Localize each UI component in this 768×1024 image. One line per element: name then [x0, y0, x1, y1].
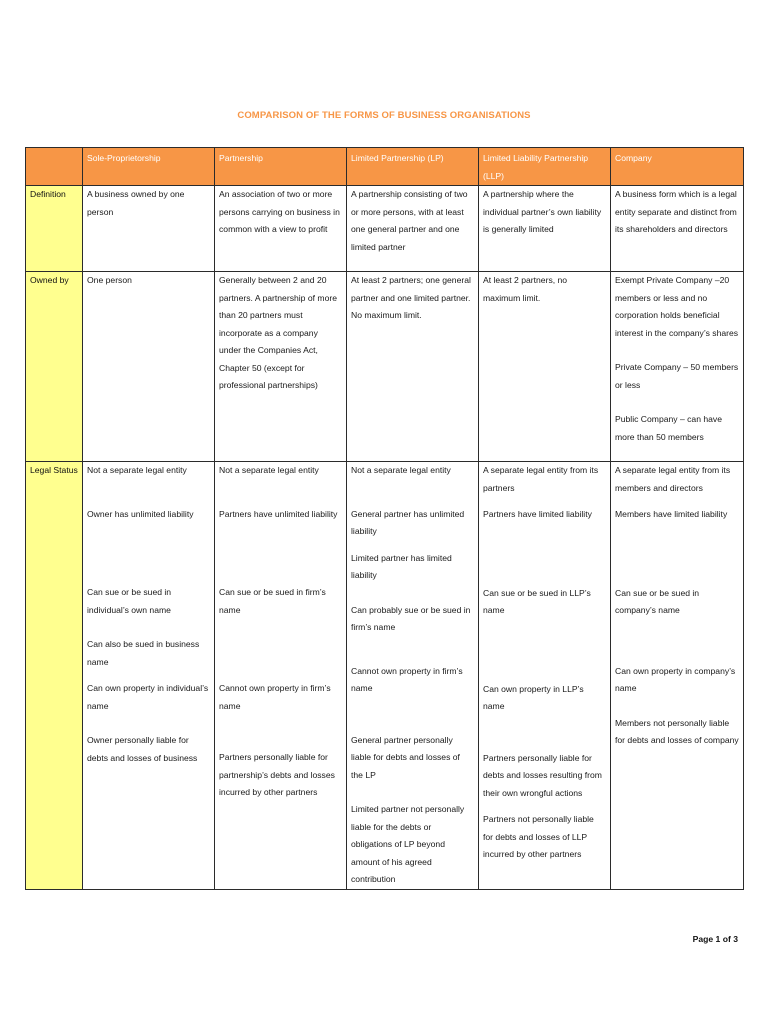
table-cell: A partnership consisting of two or more persons, with at least one general partner and one limited partner: [347, 186, 479, 272]
table-cell: A separate legal entity from its members and directors Members have limited liability Can sue or be sued in company’s name Can own property in company’s name Members not personally liable for debts and losses of company: [611, 462, 744, 890]
table-cell: Not a separate legal entity Owner has unlimited liability Can sue or be sued in individual’s own name Can also be sued in business name Can own property in individual’s name Owner personally liable for debts and losses of business: [83, 462, 215, 890]
table-row-owned-by: [26, 272, 744, 462]
table-cell: A business owned by one person: [83, 186, 215, 272]
row-label-definition: Definition: [26, 186, 83, 272]
table-row-definition: [26, 186, 744, 272]
table-cell: At least 2 partners, no maximum limit.: [479, 272, 611, 462]
header-limited-partnership: Limited Partnership (LP): [347, 148, 479, 186]
row-label-owned-by: Owned by: [26, 272, 83, 462]
table-cell: An association of two or more persons carrying on business in common with a view to profit: [215, 186, 347, 272]
header-company: Company: [611, 148, 744, 186]
header-cell-blank: [26, 148, 83, 186]
table-cell: Not a separate legal entity General partner has unlimited liability Limited partner has limited liability Can probably sue or be sued in firm’s name Cannot own property in firm’s name General partner personally liable for debts and losses of the LP Limited partner not personally liable for the debts or obligations of LP beyond amount of his agreed contribution: [347, 462, 479, 890]
table-cell: Exempt Private Company –20 members or less and no corporation holds beneficial interest in the company’s shares Private Company – 50 members or less Public Company – can have more than 50 members: [611, 272, 744, 462]
header-row: [26, 148, 744, 186]
header-partnership: Partnership: [215, 148, 347, 186]
table-cell: One person: [83, 272, 215, 462]
table-cell: Not a separate legal entity Partners have unlimited liability Can sue or be sued in firm’s name Cannot own property in firm’s name Partners personally liable for partnership’s debts and losses incurred by other partners: [215, 462, 347, 890]
header-llp: Limited Liability Partnership (LLP): [479, 148, 611, 186]
table-row-legal-status: [26, 462, 744, 890]
page-number: Page 1 of 3: [692, 934, 738, 944]
header-sole-proprietorship: Sole-Proprietorship: [83, 148, 215, 186]
comparison-table: [25, 147, 744, 890]
table-cell: A business form which is a legal entity separate and distinct from its shareholders and directors: [611, 186, 744, 272]
document-title: COMPARISON OF THE FORMS OF BUSINESS ORGANISATIONS: [237, 110, 531, 121]
table-cell: Generally between 2 and 20 partners. A partnership of more than 20 partners must incorporate as a company under the Companies Act, Chapter 50 (except for professional partnerships): [215, 272, 347, 462]
table-cell: A separate legal entity from its partners Partners have limited liability Can sue or be sued in LLP’s name Can own property in LLP’s name Partners personally liable for debts and losses resulting from their own wrongful actions Partners not personally liable for debts and losses of LLP incurred by other partners: [479, 462, 611, 890]
table-cell: At least 2 partners; one general partner and one limited partner. No maximum limit.: [347, 272, 479, 462]
table-cell: A partnership where the individual partner’s own liability is generally limited: [479, 186, 611, 272]
row-label-legal-status: Legal Status: [26, 462, 83, 890]
